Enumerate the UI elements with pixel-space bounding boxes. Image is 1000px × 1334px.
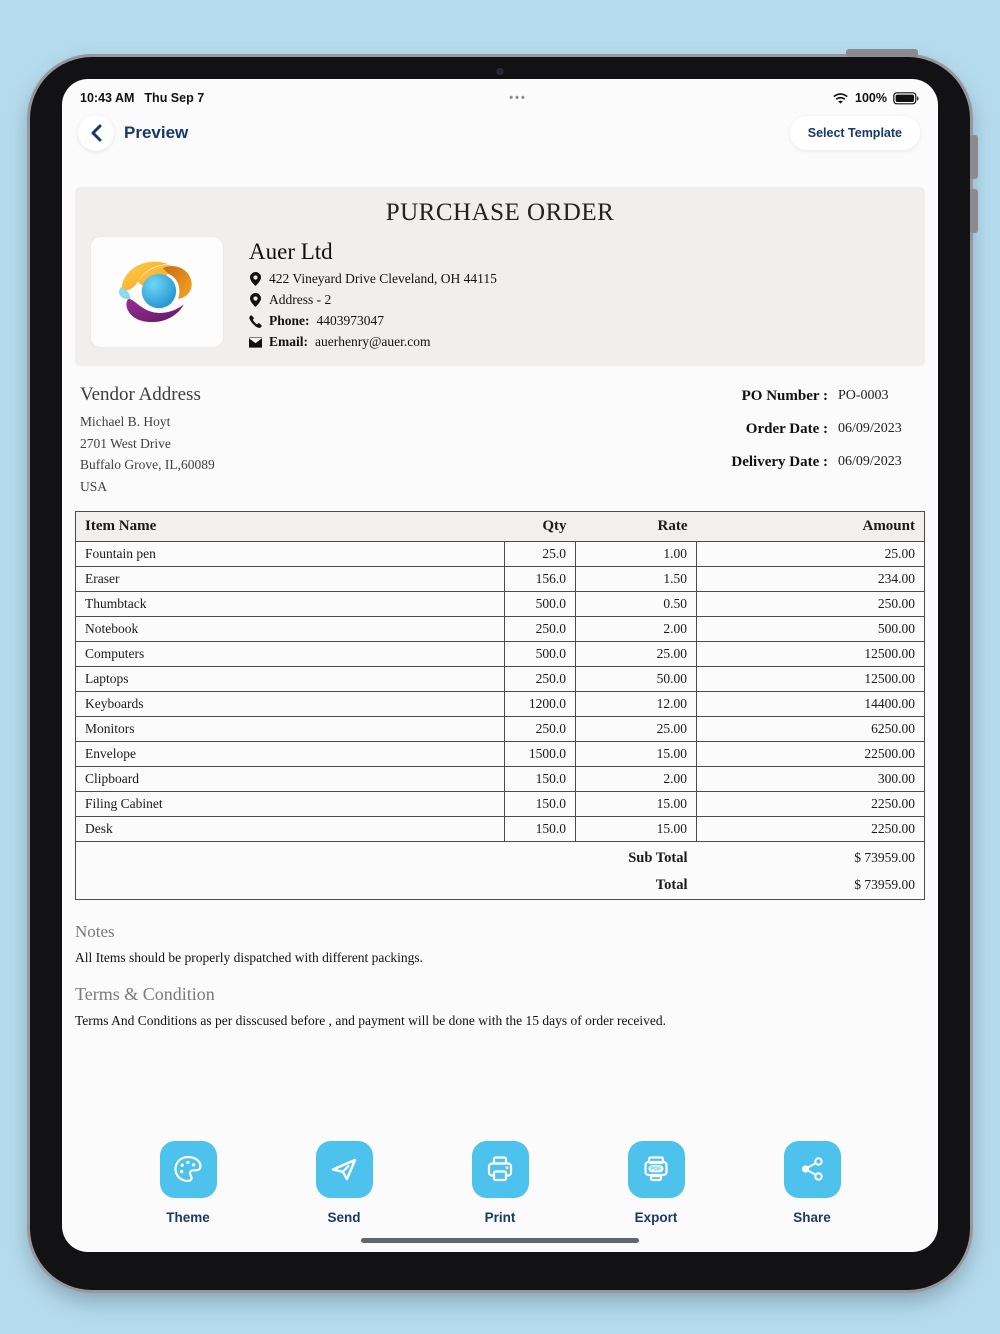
rate-cell: 12.00 [576, 691, 697, 716]
company-logo [91, 237, 223, 347]
amount-cell: 234.00 [697, 566, 925, 591]
tablet-device-frame [30, 57, 970, 1290]
screen [62, 79, 938, 1252]
volume-down-button[interactable] [970, 189, 978, 233]
item-name-cell: Clipboard [76, 766, 505, 791]
col-header-item: Item Name [76, 511, 505, 541]
table-row [76, 816, 925, 841]
rate-cell: 2.00 [576, 766, 697, 791]
export-pdf-icon [640, 1153, 672, 1185]
item-name-cell: Desk [76, 816, 505, 841]
page-title: Preview [124, 123, 189, 142]
share-label: Share [793, 1209, 831, 1225]
theme-tool [157, 1141, 219, 1225]
qty-cell: 1500.0 [505, 741, 576, 766]
status-date: Thu Sep 7 [144, 91, 205, 105]
amount-cell: 12500.00 [697, 666, 925, 691]
rate-cell: 1.00 [576, 541, 697, 566]
rate-cell: 0.50 [576, 591, 697, 616]
nav-bar [62, 105, 938, 153]
rate-cell: 50.00 [576, 666, 697, 691]
status-bar [62, 79, 938, 105]
table-header-row [76, 511, 925, 541]
rate-cell: 25.00 [576, 641, 697, 666]
back-button[interactable] [78, 115, 114, 151]
notes-text: All Items should be properly dispatched with different packings. [75, 949, 424, 965]
delivery-date-label: Delivery Date : [731, 454, 828, 470]
item-name-cell: Computers [76, 641, 505, 666]
amount-cell: 12500.00 [697, 641, 925, 666]
subtotal-row [76, 841, 925, 872]
amount-cell: 25.00 [697, 541, 925, 566]
status-time: 10:43 AM [80, 91, 135, 105]
print-icon [484, 1153, 516, 1185]
item-name-cell: Keyboards [76, 691, 505, 716]
table-row [76, 741, 925, 766]
amount-cell: 500.00 [697, 616, 925, 641]
amount-cell: 300.00 [697, 766, 925, 791]
subtotal-value: $ 73959.00 [697, 841, 925, 872]
rate-cell: 15.00 [576, 816, 697, 841]
rate-cell: 15.00 [576, 741, 697, 766]
export-label: Export [634, 1209, 678, 1225]
item-name-cell: Fountain pen [85, 545, 156, 561]
email-icon [249, 337, 262, 348]
amount-cell: 2250.00 [697, 791, 925, 816]
qty-cell: 250.0 [505, 716, 576, 741]
phone-icon [249, 315, 262, 328]
item-name-cell: Monitors [76, 716, 505, 741]
total-label: Total [655, 876, 688, 893]
col-header-amount: Amount [697, 511, 925, 541]
terms-heading: Terms & Condition [75, 983, 215, 1004]
company-name: Auer Ltd [249, 239, 333, 264]
vendor-line: 2701 West Drive [80, 435, 171, 451]
vendor-line: Buffalo Grove, IL,60089 [80, 457, 215, 472]
amount-cell: 14400.00 [697, 691, 925, 716]
po-number-label: PO Number : [741, 388, 828, 404]
svg-text:PDF: PDF [650, 1166, 662, 1173]
document-header [75, 187, 925, 366]
amount-cell: 6250.00 [697, 716, 925, 741]
qty-cell: 500.0 [505, 591, 576, 616]
qty-cell: 250.0 [505, 666, 576, 691]
qty-cell: 1200.0 [505, 691, 576, 716]
send-button[interactable] [316, 1141, 373, 1198]
vendor-line: USA [80, 478, 108, 494]
location-pin-icon [249, 272, 262, 286]
table-row [76, 616, 925, 641]
volume-up-button[interactable] [970, 135, 978, 179]
table-row [76, 791, 925, 816]
table-row [76, 566, 925, 591]
send-icon [328, 1153, 360, 1185]
col-header-rate: Rate [576, 511, 697, 541]
battery-percent: 100% [855, 91, 887, 105]
table-row [76, 591, 925, 616]
send-tool [313, 1141, 375, 1225]
table-row [76, 766, 925, 791]
item-table-body [76, 541, 925, 841]
item-name-cell: Notebook [76, 616, 505, 641]
battery-icon [893, 92, 920, 105]
col-header-qty: Qty [505, 511, 576, 541]
rate-cell: 25.00 [576, 716, 697, 741]
rate-cell: 2.00 [576, 616, 697, 641]
subtotal-label: Sub Total [76, 841, 697, 872]
qty-cell: 500.0 [505, 641, 576, 666]
qty-cell: 156.0 [505, 566, 576, 591]
qty-cell: 150.0 [505, 816, 576, 841]
table-row [76, 641, 925, 666]
email-label: Email: [269, 334, 308, 349]
phone-value: 4403973047 [316, 313, 384, 328]
terms-text: Terms And Conditions as per disscused before , and payment will be done with the 15 days of order received. [75, 1012, 667, 1028]
vendor-address-block [80, 384, 215, 495]
palette-icon [172, 1153, 204, 1185]
company-address1: 422 Vineyard Drive Cleveland, OH 44115 [269, 271, 497, 286]
qty-cell: 25.0 [505, 541, 576, 566]
select-template-button[interactable]: Select Template [790, 116, 920, 150]
purchase-order-document [75, 187, 925, 1029]
wifi-icon [832, 92, 849, 105]
vendor-heading: Vendor Address [80, 384, 201, 405]
print-button[interactable] [472, 1141, 529, 1198]
item-name-cell: Envelope [76, 741, 505, 766]
table-row [76, 716, 925, 741]
item-name-cell: Thumbtack [76, 591, 505, 616]
order-date-value: 06/09/2023 [838, 421, 902, 436]
delivery-date-value: 06/09/2023 [838, 454, 902, 469]
total-row [76, 872, 925, 900]
vendor-meta-section [75, 366, 925, 495]
notes-heading: Notes [75, 921, 115, 941]
po-number-value: PO-0003 [838, 388, 889, 403]
front-camera [497, 68, 504, 75]
location-pin-icon [249, 293, 262, 307]
home-indicator[interactable] [361, 1238, 639, 1244]
bottom-toolbar [62, 1141, 938, 1225]
amount-cell: 22500.00 [697, 741, 925, 766]
share-icon [796, 1153, 828, 1185]
table-row [76, 666, 925, 691]
qty-cell: 250.0 [505, 616, 576, 641]
rate-cell: 1.50 [576, 566, 697, 591]
item-name-cell: Filing Cabinet [76, 791, 505, 816]
qty-cell: 150.0 [505, 766, 576, 791]
items-table [75, 511, 925, 900]
chevron-left-icon [90, 124, 102, 142]
total-value: $ 73959.00 [854, 877, 915, 892]
order-date-label: Order Date : [745, 421, 828, 437]
power-button[interactable] [846, 49, 918, 57]
order-meta-block [731, 384, 920, 495]
rate-cell: 15.00 [576, 791, 697, 816]
send-label: Send [327, 1209, 361, 1225]
table-row [76, 691, 925, 716]
print-tool [469, 1141, 531, 1225]
print-label: Print [484, 1209, 516, 1225]
theme-button[interactable] [160, 1141, 217, 1198]
share-tool [781, 1141, 843, 1225]
share-button[interactable] [784, 1141, 841, 1198]
export-tool [625, 1141, 687, 1225]
phone-label: Phone: [269, 313, 310, 328]
item-name-cell: Laptops [76, 666, 505, 691]
item-name-cell: Eraser [76, 566, 505, 591]
amount-cell: 2250.00 [697, 816, 925, 841]
export-button[interactable] [628, 1141, 685, 1198]
multitask-dots: ••• [509, 92, 527, 104]
company-address2: Address - 2 [269, 292, 332, 307]
email-value: auerhenry@auer.com [315, 334, 431, 349]
table-row [76, 541, 925, 566]
vendor-line: Michael B. Hoyt [80, 414, 171, 429]
amount-cell: 250.00 [697, 591, 925, 616]
qty-cell: 150.0 [505, 791, 576, 816]
theme-label: Theme [166, 1209, 210, 1225]
document-title: PURCHASE ORDER [385, 199, 615, 226]
